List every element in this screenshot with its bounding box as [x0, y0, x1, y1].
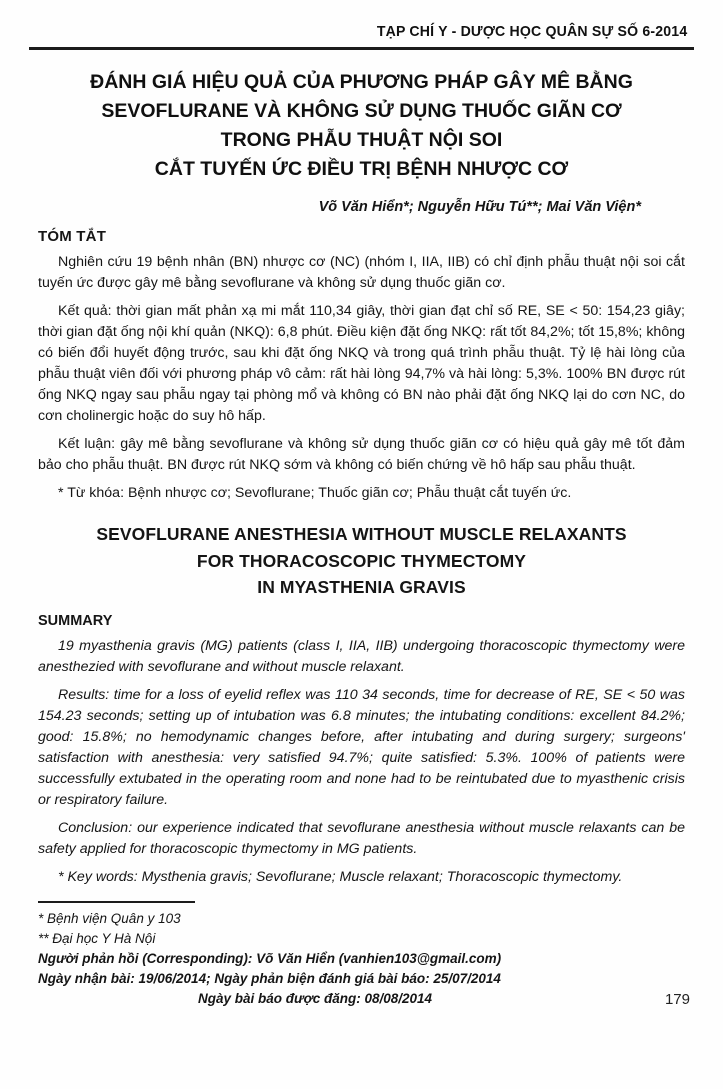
keywords-line-en: * Key words: Mysthenia gravis; Sevoflurane; Muscle relaxant; Thoracoscopic thymectomy.: [58, 868, 623, 885]
journal-running-head: TẠP CHÍ Y - DƯỢC HỌC QUÂN SỰ SỐ 6-2014: [376, 23, 687, 40]
affiliation-footnote: ** Đại học Y Hà Nội: [38, 930, 156, 946]
abstract-paragraph-vi: Kết luận: gây mê bằng sevoflurane và không sử dụng thuốc giãn cơ có hiệu quả gây mê tốt đảm bảo cho phẫu thuật. BN được rút NKQ sớm và không có biến chứng về hô hấp sau phẫu thuật.: [38, 436, 685, 473]
article-title-en-line: FOR THORACOSCOPIC THYMECTOMY: [196, 550, 527, 571]
article-title-en-line: SEVOFLURANE ANESTHESIA WITHOUT MUSCLE RELAXANTS: [96, 524, 627, 544]
summary-paragraph-en: Results: time for a loss of eyelid reflex was 110 34 seconds, time for decrease of RE, SE < 50 was 154.23 seconds; setting up of intubation was 6.8 minutes; the intubating conditions: excellent 84.2%; good: 15.8%; no hemodynamic changes before, after intubating and during surgery; surgeons' satisfaction with anesthesia: very satisfied 94.7%; quite satisfied: 5.3%. 100% of patients were successfully extubated in the operating room and none had to be reintubated due to myasthenic crisis or respiratory failure.: [38, 686, 685, 808]
submission-dates-footnote: Ngày nhận bài: 19/06/2014; Ngày phản biện đánh giá bài báo: 25/07/2014: [38, 970, 501, 986]
corresponding-author-footnote: Người phản hồi (Corresponding): Võ Văn Hiển (vanhien103@gmail.com): [38, 950, 502, 966]
abstract-paragraph-vi: Nghiên cứu 19 bệnh nhân (BN) nhược cơ (NC) (nhóm I, IIA, IIB) có chỉ định phẫu thuật nội soi cắt tuyến ức được gây mê bằng sevoflurane và không sử dụng thuốc giãn cơ.: [38, 254, 685, 291]
summary-heading-en: SUMMARY: [38, 612, 113, 629]
article-title-vi-line: ĐÁNH GIÁ HIỆU QUẢ CỦA PHƯƠNG PHÁP GÂY MÊ BẰNG: [90, 71, 633, 93]
article-title-vi-line: TRONG PHẪU THUẬT NỘI SOI: [220, 129, 503, 151]
article-title-vi-line: CẮT TUYẾN ỨC ĐIỀU TRỊ BỆNH NHƯỢC CƠ: [154, 158, 569, 180]
article-title-vi: [38, 68, 685, 184]
affiliation-footnote: * Bệnh viện Quân y 103: [38, 910, 181, 926]
header-rule: [29, 47, 694, 50]
page-number: 179: [664, 991, 690, 1008]
publication-date-footnote: Ngày bài báo được đăng: 08/08/2014: [198, 990, 433, 1006]
abstract-paragraph-vi: Kết quả: thời gian mất phản xạ mi mắt 110,34 giây, thời gian đạt chỉ số RE, SE < 50: 154,23 giây; thời gian đặt ống nội khí quản (NKQ): 6,8 phút. Điều kiện đặt ống NKQ: rất tốt 84,2%; tốt 15,8%; không có biến đổi huyết động trước, sau khi đặt ống NKQ và trong quá trình phẫu thuật. Tỷ lệ hài lòng của phẫu thuật viên đối với phương pháp vô cảm: rất hài lòng 94,7% và hài lòng: 5,3%. 100% BN được rút ống NKQ ngay sau phẫu ngay tại phòng mổ và không có BN nào phải đặt ống NKQ lại do cơn NC, do cơn cholinergic hoặc do suy hô hấp.: [38, 303, 685, 424]
article-content: [38, 68, 685, 1009]
footnote-divider: [38, 901, 195, 903]
abstract-heading-vi: TÓM TẮT: [38, 228, 107, 245]
summary-paragraph-en: 19 myasthenia gravis (MG) patients (class I, IIA, IIB) undergoing thoracoscopic thymectomy were anesthezied with sevoflurane and without muscle relaxant.: [38, 637, 685, 675]
article-title-vi-line: SEVOFLURANE VÀ KHÔNG SỬ DỤNG THUỐC GIÃN CƠ: [101, 100, 622, 122]
keywords-line-vi: * Từ khóa: Bệnh nhược cơ; Sevoflurane; Thuốc giãn cơ; Phẫu thuật cắt tuyến ức.: [58, 485, 572, 501]
summary-paragraph-en: Conclusion: our experience indicated that sevoflurane anesthesia without muscle relaxants can be safety applied for thoracoscopic thymectomy in MG patients.: [38, 819, 685, 857]
article-title-en-line: IN MYASTHENIA GRAVIS: [257, 577, 466, 597]
article-title-en: [38, 521, 685, 601]
authors-line: Võ Văn Hiển*; Nguyễn Hữu Tú**; Mai Văn Viện*: [318, 199, 641, 215]
